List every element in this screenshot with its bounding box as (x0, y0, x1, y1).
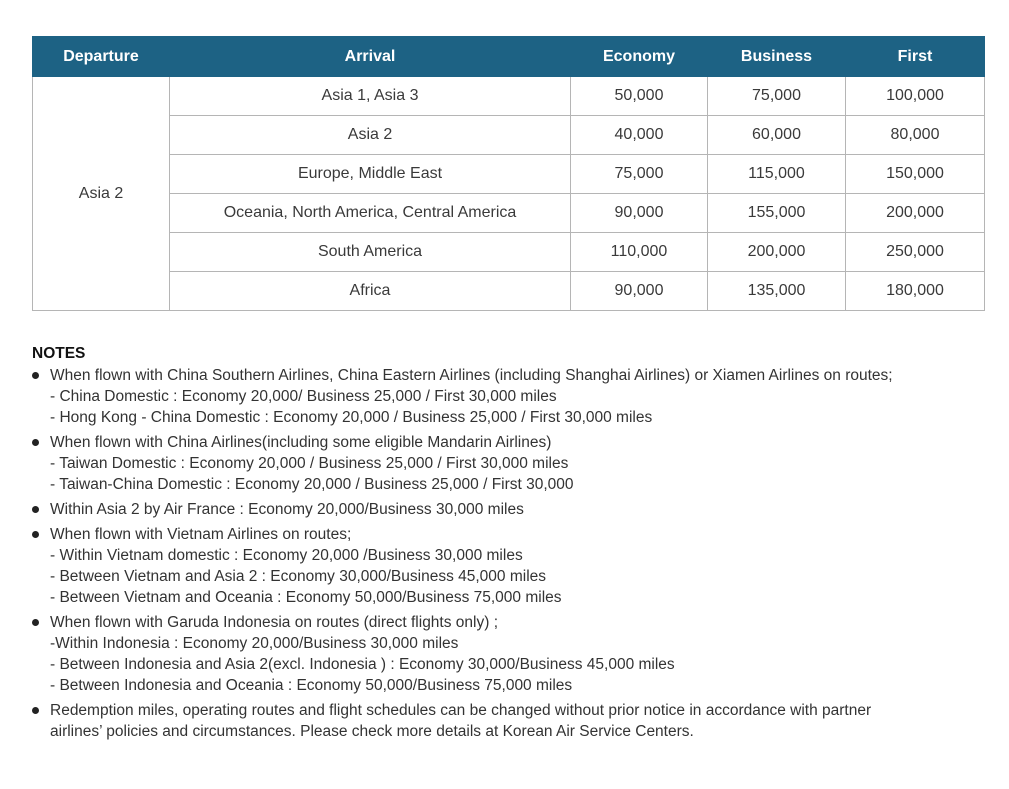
first-cell: 250,000 (846, 233, 985, 272)
note-line: - Within Vietnam domestic : Economy 20,000 /Business 30,000 miles (50, 547, 523, 564)
note-line: - Between Vietnam and Asia 2 : Economy 30,000/Business 45,000 miles (50, 568, 547, 585)
note-line: Redemption miles, operating routes and flight schedules can be changed without prior notice in accordance with partner (50, 702, 872, 719)
first-cell: 150,000 (846, 155, 985, 194)
note-item (32, 612, 982, 696)
first-cell: 100,000 (846, 77, 985, 116)
note-line: airlines’ policies and circumstances. Please check more details at Korean Air Service Centers. (50, 723, 694, 740)
arrival-cell: Oceania, North America, Central America (170, 194, 571, 233)
economy-cell: 75,000 (571, 155, 708, 194)
note-line: When flown with China Southern Airlines, China Eastern Airlines (including Shanghai Airlines) or Xiamen Airlines on routes; (50, 367, 893, 384)
bullet-icon (32, 506, 39, 513)
note-line: - Taiwan-China Domestic : Economy 20,000 / Business 25,000 / First 30,000 (50, 476, 574, 493)
note-item (32, 432, 982, 495)
arrival-cell: Asia 2 (170, 116, 571, 155)
note-line: When flown with Garuda Indonesia on routes (direct flights only) ; (50, 614, 499, 631)
note-line: - Hong Kong - China Domestic : Economy 20,000 / Business 25,000 / First 30,000 miles (50, 409, 653, 426)
note-line: - Between Vietnam and Oceania : Economy 50,000/Business 75,000 miles (50, 589, 562, 606)
departure-cell: Asia 2 (33, 77, 170, 311)
business-cell: 60,000 (708, 116, 846, 155)
first-cell: 80,000 (846, 116, 985, 155)
arrival-cell: Africa (170, 272, 571, 311)
note-item (32, 700, 982, 742)
economy-cell: 90,000 (571, 194, 708, 233)
note-line: - Between Indonesia and Oceania : Economy 50,000/Business 75,000 miles (50, 677, 573, 694)
note-line: When flown with Vietnam Airlines on routes; (50, 526, 352, 543)
note-item (32, 365, 982, 428)
bullet-icon (32, 372, 39, 379)
note-line: -Within Indonesia : Economy 20,000/Business 30,000 miles (50, 635, 459, 652)
note-line: - Taiwan Domestic : Economy 20,000 / Business 25,000 / First 30,000 miles (50, 455, 569, 472)
bullet-icon (32, 707, 39, 714)
notes-list (32, 365, 982, 742)
arrival-cell: South America (170, 233, 571, 272)
economy-cell: 40,000 (571, 116, 708, 155)
business-cell: 115,000 (708, 155, 846, 194)
table-row (33, 77, 985, 116)
header-first: First (846, 37, 985, 77)
note-line: When flown with China Airlines(including some eligible Mandarin Airlines) (50, 434, 552, 451)
header-arrival: Arrival (170, 37, 571, 77)
notes-title: NOTES (32, 345, 86, 362)
business-cell: 135,000 (708, 272, 846, 311)
first-cell: 180,000 (846, 272, 985, 311)
note-item (32, 524, 982, 608)
business-cell: 155,000 (708, 194, 846, 233)
header-business: Business (708, 37, 846, 77)
first-cell: 200,000 (846, 194, 985, 233)
arrival-cell: Europe, Middle East (170, 155, 571, 194)
note-line: Within Asia 2 by Air France : Economy 20,000/Business 30,000 miles (50, 501, 524, 518)
arrival-cell: Asia 1, Asia 3 (170, 77, 571, 116)
business-cell: 75,000 (708, 77, 846, 116)
table-row (33, 233, 985, 272)
note-item (32, 499, 982, 520)
table-row (33, 116, 985, 155)
header-economy: Economy (571, 37, 708, 77)
business-cell: 200,000 (708, 233, 846, 272)
economy-cell: 50,000 (571, 77, 708, 116)
table-row (33, 194, 985, 233)
bullet-icon (32, 531, 39, 538)
bullet-icon (32, 439, 39, 446)
header-departure: Departure (33, 37, 170, 77)
economy-cell: 90,000 (571, 272, 708, 311)
table-header-row (33, 37, 985, 77)
note-line: - China Domestic : Economy 20,000/ Business 25,000 / First 30,000 miles (50, 388, 557, 405)
notes-section (32, 343, 982, 746)
bullet-icon (32, 619, 39, 626)
note-line: - Between Indonesia and Asia 2(excl. Indonesia ) : Economy 30,000/Business 45,000 miles (50, 656, 675, 673)
table-row (33, 272, 985, 311)
table-row (33, 155, 985, 194)
economy-cell: 110,000 (571, 233, 708, 272)
award-chart-table (32, 36, 985, 311)
